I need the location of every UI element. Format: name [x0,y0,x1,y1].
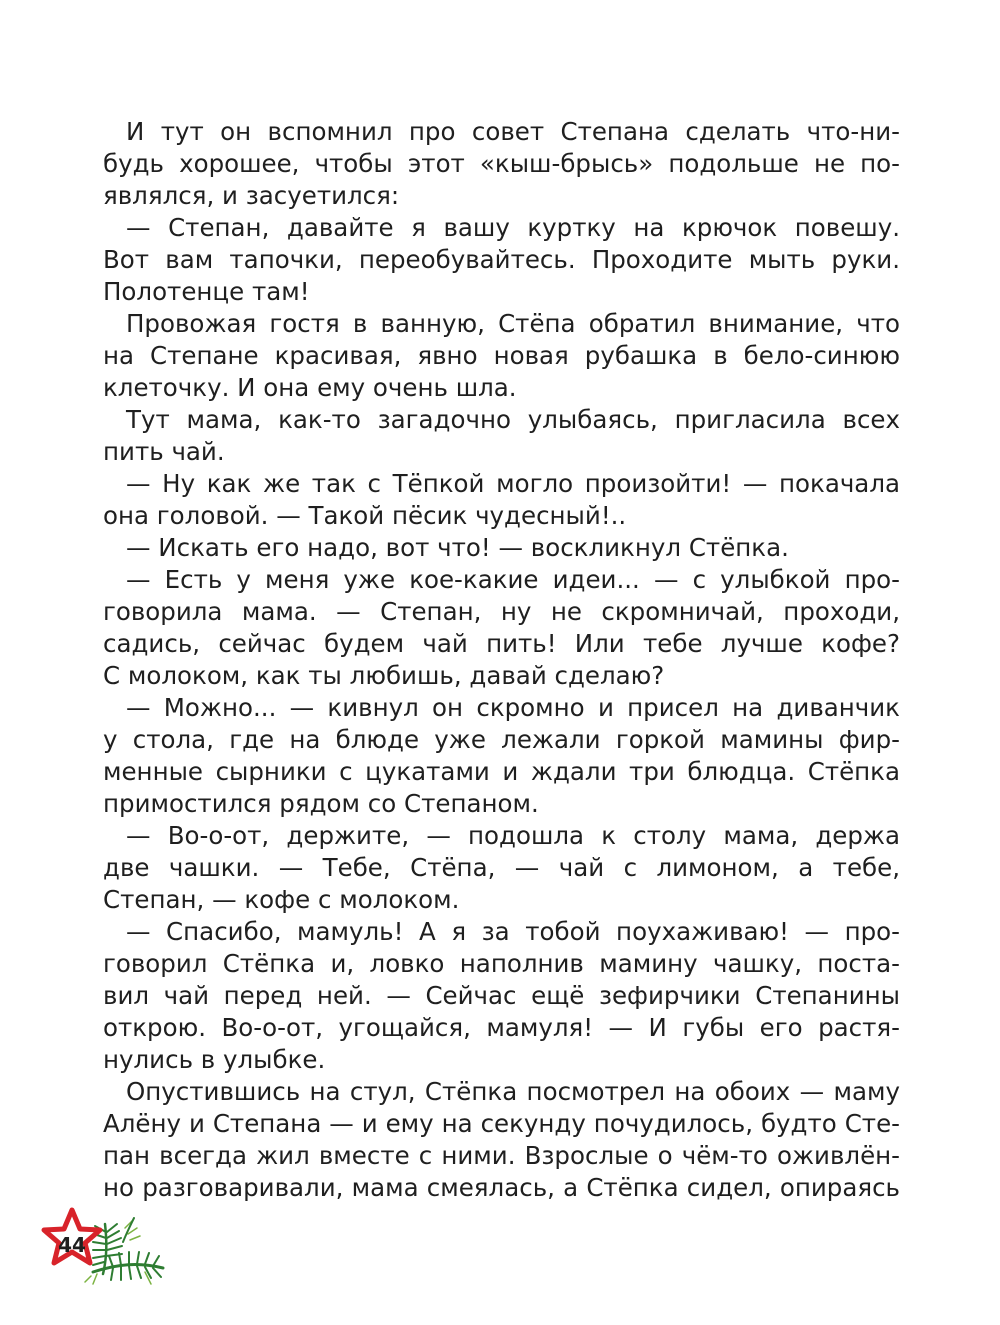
text-line: Вот вам тапочки, переобувайтесь. Проходите мыть руки. [103,245,900,274]
text-line: — Искать его надо, вот что! — воскликнул Стёпка. [126,533,789,562]
text-line: — Степан, давайте я вашу куртку на крючок повешу. [126,213,900,242]
text-line: — Спасибо, мамуль! А я за тобой поухаживаю! — про- [126,917,900,946]
text-line: она головой. — Такой пёсик чудесный!.. [103,501,627,530]
text-line: но разговаривали, мама смеялась, а Стёпка сидел, опираясь [103,1173,900,1202]
text-line: говорил Стёпка и, ловко наполнив мамину чашку, поста- [103,949,900,978]
text-line: говорила мама. — Степан, ну не скромничай, проходи, [103,597,900,626]
text-line: нулись в улыбке. [103,1045,326,1074]
text-line: менные сырники с цукатами и ждали три блюдца. Стёпка [103,757,900,786]
text-line: вил чай перед ней. — Сейчас ещё зефирчики Степанины [103,981,900,1010]
text-line: — Ну как же так с Тёпкой могло произойти! — покачала [126,469,900,498]
text-line: пан всегда жил вместе с ними. Взрослые о чём-то оживлён- [103,1141,900,1170]
text-line: являлся, и засуетился: [103,181,400,210]
text-line: Тут мама, как-то загадочно улыбаясь, пригласила всех [126,405,900,434]
text-line: две чашки. — Тебе, Стёпа, — чай с лимоном, а тебе, [103,853,900,882]
text-line: Степан, — кофе с молоком. [103,885,460,914]
text-line: примостился рядом со Степаном. [103,789,539,818]
text-line: открою. Во-о-от, угощайся, мамуля! — И губы его растя- [103,1013,900,1042]
text-line: клеточку. И она ему очень шла. [103,373,517,402]
text-line: И тут он вспомнил про совет Степана сделать что-ни- [126,117,900,146]
text-line: Опустившись на стул, Стёпка посмотрел на обоих — маму [126,1077,900,1106]
text-line: Полотенце там! [103,277,310,306]
text-line: садись, сейчас будем чай пить! Или тебе лучше кофе? [103,629,900,658]
text-line: — Можно... — кивнул он скромно и присел на диванчик [126,693,900,722]
pine-branch-icon [33,1202,173,1292]
text-line: пить чай. [103,437,225,466]
text-line: С молоком, как ты любишь, давай сделаю? [103,661,665,690]
text-line: — Есть у меня уже кое-какие идеи... — с улыбкой про- [126,565,900,594]
text-line: у стола, где на блюде уже лежали горкой мамины фир- [103,725,900,754]
text-line: — Во-о-от, держите, — подошла к столу мама, держа [126,821,900,850]
page-footer [33,1202,173,1292]
page-number: 44 [58,1233,86,1257]
text-line: на Степане красивая, явно новая рубашка в бело-синюю [103,341,900,370]
story-text [103,116,900,1204]
text-line: будь хорошее, чтобы этот «кыш-брысь» подольше не по- [103,149,900,178]
text-line: Алёну и Степана — и ему на секунду почудилось, будто Сте- [103,1109,900,1138]
text-line: Провожая гостя в ванную, Стёпа обратил внимание, что [126,309,900,338]
